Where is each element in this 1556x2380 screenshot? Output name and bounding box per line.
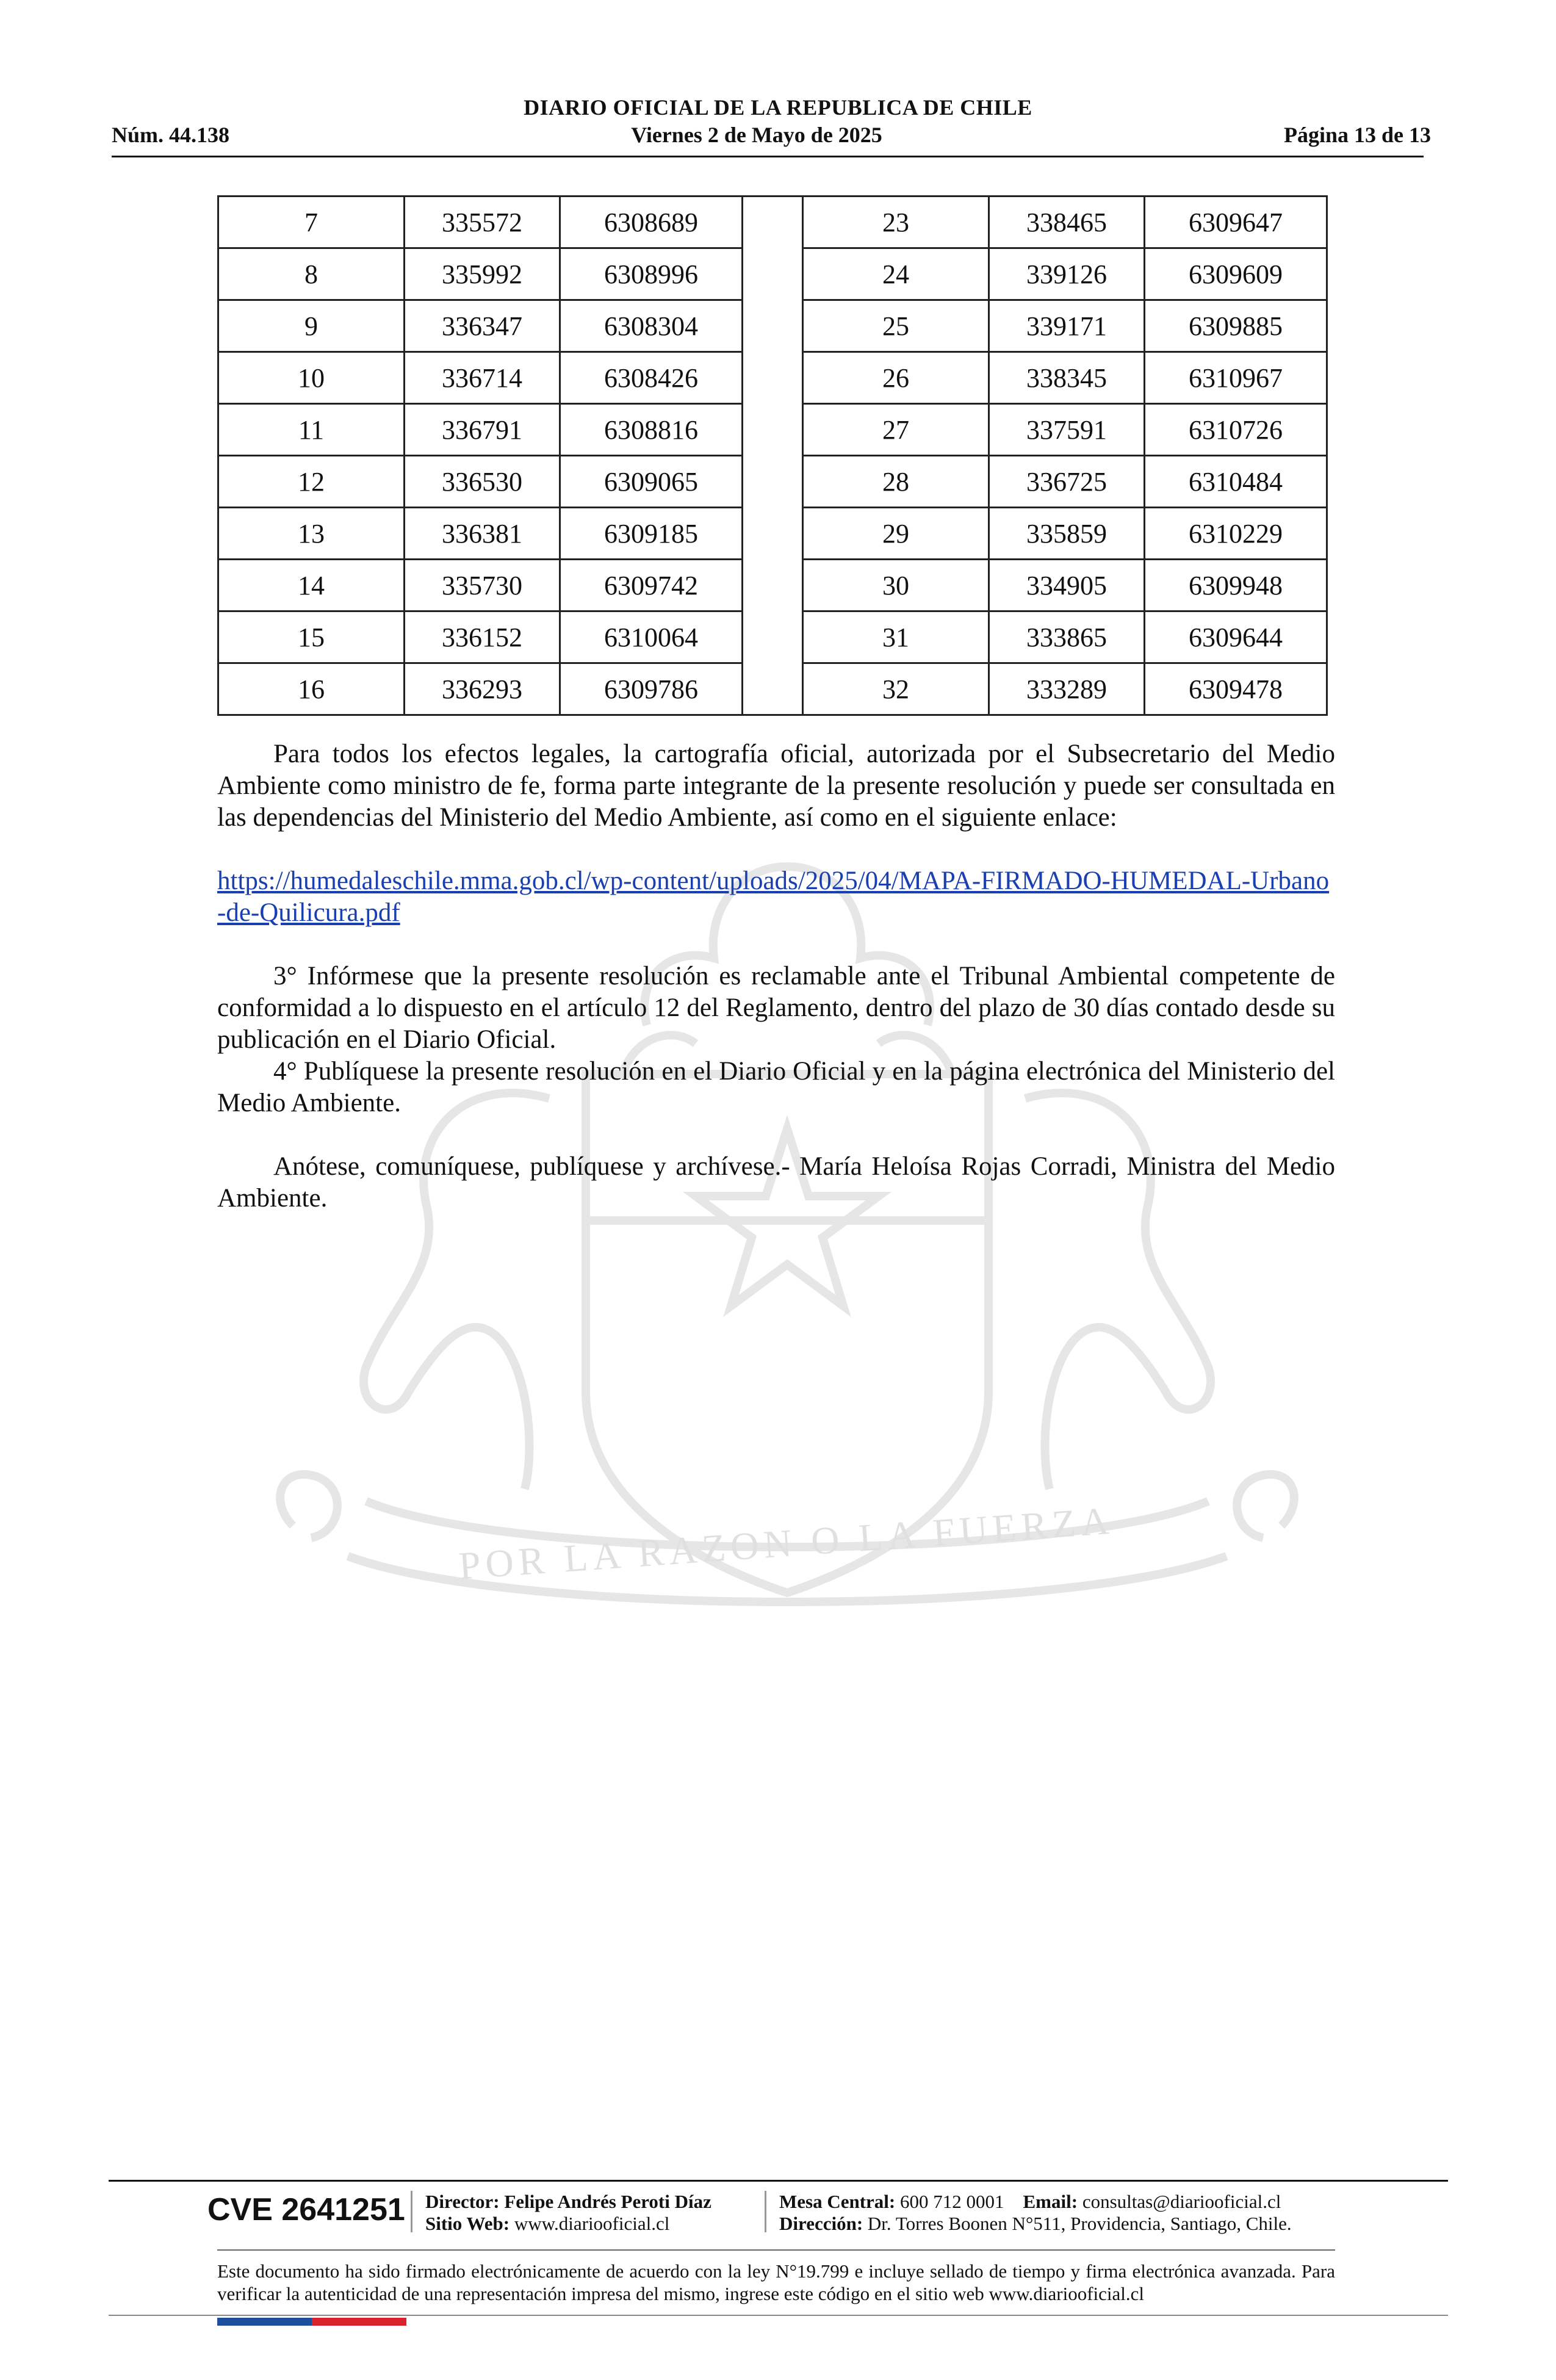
vertex-number: 12 xyxy=(218,456,405,508)
vertex-number: 15 xyxy=(218,611,405,663)
vertex-number: 24 xyxy=(803,248,989,300)
coordinate-east: 335572 xyxy=(405,197,560,248)
coordinate-east: 336381 xyxy=(405,508,560,560)
coordinate-east: 336714 xyxy=(405,352,560,404)
footer-separator xyxy=(765,2191,766,2232)
coordinate-north: 6308816 xyxy=(560,404,743,456)
footer-director-block: Director: Felipe Andrés Peroti Díaz Sitio Web: www.diariooficial.cl xyxy=(425,2191,711,2234)
table-row xyxy=(218,404,1327,456)
address: Dr. Torres Boonen N°511, Providencia, Santiago, Chile. xyxy=(867,2213,1292,2234)
coordinate-north: 6309885 xyxy=(1145,300,1327,352)
cve-code: CVE 2641251 xyxy=(207,2192,405,2227)
vertex-number: 11 xyxy=(218,404,405,456)
issue-number: Núm. 44.138 xyxy=(112,123,230,147)
coordinate-east: 335859 xyxy=(989,508,1145,560)
table-row xyxy=(218,352,1327,404)
vertex-number: 30 xyxy=(803,560,989,611)
coordinate-east: 337591 xyxy=(989,404,1145,456)
coordinate-north: 6309644 xyxy=(1145,611,1327,663)
coordinate-east: 334905 xyxy=(989,560,1145,611)
vertex-number: 25 xyxy=(803,300,989,352)
coordinate-east: 333289 xyxy=(989,663,1145,715)
header-divider xyxy=(112,156,1424,157)
coordinate-east: 336791 xyxy=(405,404,560,456)
coordinate-north: 6308689 xyxy=(560,197,743,248)
vertex-number: 10 xyxy=(218,352,405,404)
newspaper-title: DIARIO OFICIAL DE LA REPUBLICA DE CHILE xyxy=(524,95,1032,120)
coordinate-east: 336725 xyxy=(989,456,1145,508)
coordinates-table xyxy=(217,195,1328,716)
closing-paragraph: Anótese, comuníquese, publíquese y archívese.- María Heloísa Rojas Corradi, Ministra del Medio Ambiente. xyxy=(217,1152,1335,1213)
table-row xyxy=(218,300,1327,352)
coordinate-north: 6309185 xyxy=(560,508,743,560)
table-row xyxy=(218,611,1327,663)
table-row xyxy=(218,508,1327,560)
cartography-paragraph: Para todos los efectos legales, la cartografía oficial, autorizada por el Subsecretario del Medio Ambiente como ministro de fe, forma parte integrante de la presente resolución y puede ser consultada en las dependencias del Ministerio del Medio Ambiente, así como en el siguiente enlace: xyxy=(217,740,1335,832)
flag-stripe-red xyxy=(312,2318,406,2326)
footer-note-divider xyxy=(217,2249,1335,2251)
vertex-number: 23 xyxy=(803,197,989,248)
table-row xyxy=(218,560,1327,611)
coordinate-east: 335992 xyxy=(405,248,560,300)
phone-number: 600 712 0001 xyxy=(900,2191,1004,2212)
coordinate-north: 6310064 xyxy=(560,611,743,663)
coordinate-north: 6308304 xyxy=(560,300,743,352)
table-gap xyxy=(743,611,803,663)
coordinate-east: 339171 xyxy=(989,300,1145,352)
footer-divider xyxy=(109,2180,1448,2182)
vertex-number: 8 xyxy=(218,248,405,300)
coordinate-north: 6309786 xyxy=(560,663,743,715)
table-gap xyxy=(743,663,803,715)
table-row xyxy=(218,248,1327,300)
coordinate-north: 6308996 xyxy=(560,248,743,300)
coordinate-north: 6308426 xyxy=(560,352,743,404)
vertex-number: 9 xyxy=(218,300,405,352)
coordinate-north: 6309609 xyxy=(1145,248,1327,300)
coordinate-north: 6310229 xyxy=(1145,508,1327,560)
coordinate-north: 6309647 xyxy=(1145,197,1327,248)
vertex-number: 14 xyxy=(218,560,405,611)
table-row xyxy=(218,197,1327,248)
vertex-number: 28 xyxy=(803,456,989,508)
website[interactable]: www.diariooficial.cl xyxy=(514,2213,670,2234)
coordinate-east: 339126 xyxy=(989,248,1145,300)
flag-stripe-blue xyxy=(217,2318,312,2326)
vertex-number: 13 xyxy=(218,508,405,560)
vertex-number: 16 xyxy=(218,663,405,715)
table-gap xyxy=(743,248,803,300)
table-gap xyxy=(743,456,803,508)
coordinate-north: 6310484 xyxy=(1145,456,1327,508)
coordinate-east: 336530 xyxy=(405,456,560,508)
coordinate-east: 336293 xyxy=(405,663,560,715)
vertex-number: 7 xyxy=(218,197,405,248)
article-3-paragraph: 3° Infórmese que la presente resolución es reclamable ante el Tribunal Ambiental competente de conformidad a lo dispuesto en el artículo 12 del Reglamento, dentro del plazo de 30 días contado desde su publicación en el Diario Oficial. xyxy=(217,962,1335,1054)
footer-contact-block: Mesa Central: 600 712 0001 Email: consultas@diariooficial.cl Dirección: Dr. Torres Boonen N°511, Providencia, Santiago, Chile. xyxy=(779,2191,1292,2234)
coordinate-east: 336347 xyxy=(405,300,560,352)
table-row xyxy=(218,456,1327,508)
signature-note: Este documento ha sido firmado electrónicamente de acuerdo con la ley N°19.799 e incluye sellado de tiempo y firma electrónica avanzada. Para verificar la autenticidad de una representación impresa del mismo, ingrese este código en el sitio web www.diariooficial.cl xyxy=(217,2260,1335,2304)
table-gap xyxy=(743,404,803,456)
page-indicator: Página 13 de 13 xyxy=(1283,123,1431,147)
vertex-number: 32 xyxy=(803,663,989,715)
table-row xyxy=(218,663,1327,715)
vertex-number: 31 xyxy=(803,611,989,663)
article-4-paragraph: 4° Publíquese la presente resolución en el Diario Oficial y en la página electrónica del Ministerio del Medio Ambiente. xyxy=(217,1057,1335,1117)
footer-separator xyxy=(411,2191,412,2232)
cartography-link[interactable]: https://humedaleschile.mma.gob.cl/wp-content/uploads/2025/04/MAPA-FIRMADO-HUMEDAL-Urbano-de-Quilicura.pdf xyxy=(217,867,1330,927)
coordinate-north: 6309478 xyxy=(1145,663,1327,715)
coordinate-north: 6309065 xyxy=(560,456,743,508)
table-gap xyxy=(743,508,803,560)
coordinate-east: 338465 xyxy=(989,197,1145,248)
coordinate-north: 6309948 xyxy=(1145,560,1327,611)
coordinate-north: 6309742 xyxy=(560,560,743,611)
email-address[interactable]: consultas@diariooficial.cl xyxy=(1082,2191,1281,2212)
table-gap xyxy=(743,560,803,611)
table-gap xyxy=(743,197,803,248)
coordinate-north: 6310726 xyxy=(1145,404,1327,456)
coordinate-north: 6310967 xyxy=(1145,352,1327,404)
resolution-text xyxy=(217,738,1335,1214)
coordinate-east: 338345 xyxy=(989,352,1145,404)
footer-bottom-divider xyxy=(109,2315,1448,2316)
vertex-number: 26 xyxy=(803,352,989,404)
issue-date: Viernes 2 de Mayo de 2025 xyxy=(631,123,882,147)
coordinate-east: 335730 xyxy=(405,560,560,611)
watermark-motto: POR LA RAZON O LA FUERZA xyxy=(457,1498,1115,1588)
coordinate-east: 336152 xyxy=(405,611,560,663)
coordinate-east: 333865 xyxy=(989,611,1145,663)
table-gap xyxy=(743,352,803,404)
director-name: Felipe Andrés Peroti Díaz xyxy=(504,2191,711,2212)
vertex-number: 27 xyxy=(803,404,989,456)
vertex-number: 29 xyxy=(803,508,989,560)
table-gap xyxy=(743,300,803,352)
header-row xyxy=(112,122,1431,148)
